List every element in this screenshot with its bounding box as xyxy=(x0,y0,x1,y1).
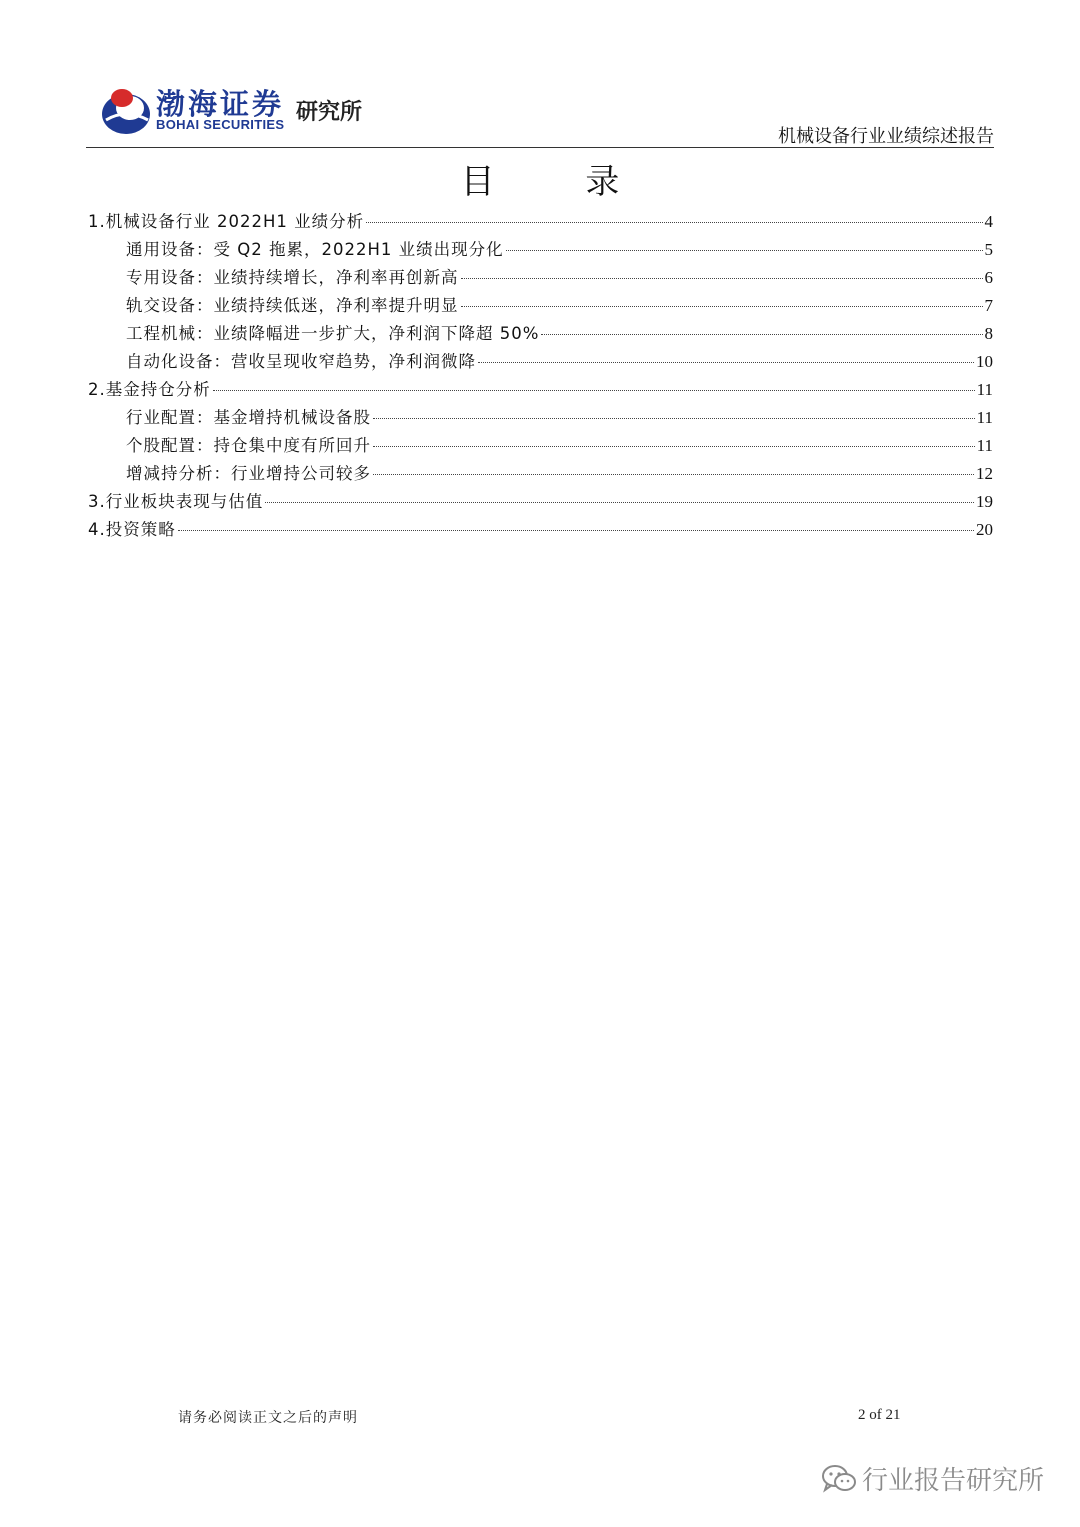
toc-entry-label: 行业配置：基金增持机械设备股 xyxy=(126,408,371,427)
toc-entry-page: 8 xyxy=(984,324,993,343)
toc-entry-page: 11 xyxy=(976,380,993,399)
toc-entry-page: 10 xyxy=(976,352,993,371)
toc-entry[interactable] xyxy=(88,404,993,432)
toc-entry[interactable] xyxy=(88,432,993,460)
toc-entry-label: 4.投资策略 xyxy=(88,520,176,539)
toc-entry-page: 20 xyxy=(976,520,993,539)
toc-entry-label: 工程机械：业绩降幅进一步扩大，净利润下降超 50% xyxy=(126,324,540,343)
toc-entry-page: 19 xyxy=(976,492,993,511)
toc-entry-page: 12 xyxy=(976,464,993,483)
toc-entry-page: 5 xyxy=(984,240,993,259)
toc-entry-label: 增减持分析：行业增持公司较多 xyxy=(126,464,371,483)
watermark-text: 行业报告研究所 xyxy=(862,1466,1045,1496)
toc-entry[interactable] xyxy=(88,516,993,544)
toc-entry[interactable] xyxy=(88,208,993,236)
toc-heading: 目 录 xyxy=(460,162,660,202)
page-number: 2 of 21 xyxy=(858,1407,901,1423)
toc-leader-dots xyxy=(541,333,982,335)
toc-entry[interactable] xyxy=(88,236,993,264)
toc-entry-label: 个股配置：持仓集中度有所回升 xyxy=(126,436,371,455)
toc-leader-dots xyxy=(461,277,983,279)
toc-entry-label: 1.机械设备行业 2022H1 业绩分析 xyxy=(88,212,365,231)
logo-text-cn: 渤海证券 xyxy=(156,87,285,121)
wechat-icon xyxy=(820,1463,858,1495)
toc-leader-dots xyxy=(373,417,975,419)
toc-leader-dots xyxy=(461,305,983,307)
bohai-logo-icon xyxy=(100,84,152,136)
toc-leader-dots xyxy=(265,501,974,503)
header-divider xyxy=(86,147,994,148)
logo-text-en: BOHAI SECURITIES xyxy=(156,117,285,132)
toc-entry-label: 2.基金持仓分析 xyxy=(88,380,211,399)
toc-entry-label: 自动化设备：营收呈现收窄趋势，净利润微降 xyxy=(126,352,476,371)
toc-entry[interactable] xyxy=(88,376,993,404)
toc-entry[interactable] xyxy=(88,320,993,348)
toc-entry-page: 6 xyxy=(984,268,993,287)
watermark xyxy=(820,1460,1044,1497)
report-title: 机械设备行业业绩综述报告 xyxy=(778,126,994,147)
toc-entry-page: 11 xyxy=(976,436,993,455)
toc-leader-dots xyxy=(366,221,982,223)
toc-entry-label: 3.行业板块表现与估值 xyxy=(88,492,264,511)
toc-entry[interactable] xyxy=(88,264,993,292)
toc-entry-label: 轨交设备：业绩持续低迷，净利率提升明显 xyxy=(126,296,459,315)
page-header xyxy=(0,0,1080,150)
toc-entry-page: 11 xyxy=(976,408,993,427)
institute-label: 研究所 xyxy=(296,100,363,125)
toc-leader-dots xyxy=(506,249,983,251)
toc-entry-label: 专用设备：业绩持续增长，净利率再创新高 xyxy=(126,268,459,287)
toc-leader-dots xyxy=(213,389,975,391)
toc-entry-page: 7 xyxy=(984,296,993,315)
toc-leader-dots xyxy=(373,445,975,447)
table-of-contents xyxy=(88,208,993,544)
toc-leader-dots xyxy=(478,361,974,363)
toc-entry[interactable] xyxy=(88,460,993,488)
disclaimer-note: 请务必阅读正文之后的声明 xyxy=(178,1410,358,1426)
toc-entry[interactable] xyxy=(88,292,993,320)
toc-leader-dots xyxy=(373,473,974,475)
toc-entry[interactable] xyxy=(88,488,993,516)
toc-leader-dots xyxy=(178,529,974,531)
toc-entry-page: 4 xyxy=(984,212,993,231)
toc-entry-label: 通用设备：受 Q2 拖累，2022H1 业绩出现分化 xyxy=(126,240,504,259)
toc-entry[interactable] xyxy=(88,348,993,376)
